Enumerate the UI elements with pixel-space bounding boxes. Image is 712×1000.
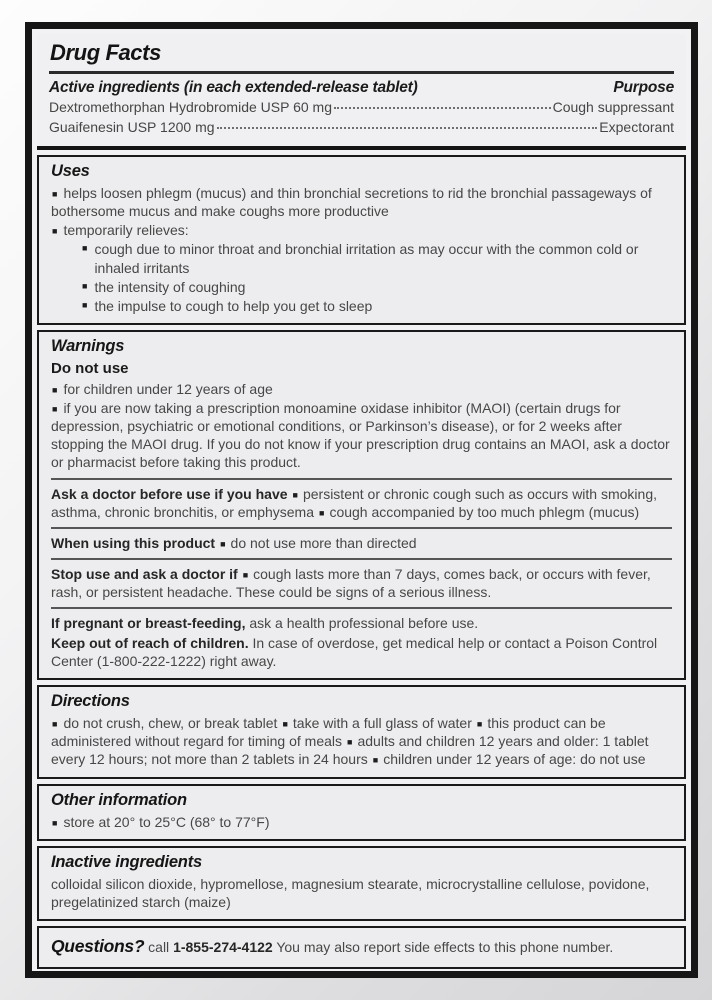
ingredient-purpose: Cough suppressant xyxy=(552,99,674,115)
directions-heading: Directions xyxy=(51,692,130,710)
other-information-body xyxy=(51,813,672,831)
text-run: this product can be administered without regard for timing of meals xyxy=(51,715,606,750)
bullet-square-icon: ■ xyxy=(282,719,288,729)
text-run: the impulse to cough to help you get to sleep xyxy=(94,297,373,314)
paragraph xyxy=(51,534,672,552)
active-ingredient-row xyxy=(49,98,674,118)
section-warnings xyxy=(37,330,686,680)
ingredient-name: Guaifenesin USP 1200 mg xyxy=(49,118,215,135)
dotted-leader xyxy=(334,107,551,109)
text-run: children under 12 years of age: do not use xyxy=(383,751,646,768)
bullet-text xyxy=(94,278,672,296)
paragraph xyxy=(51,485,672,521)
paragraph xyxy=(51,614,672,632)
ingredient-purpose: Expectorant xyxy=(599,118,674,135)
text-run: When using this product xyxy=(51,534,216,551)
text-run: cough due to minor throat and bronchial irritation as may occur with the common cold or inhaled irritants xyxy=(94,241,639,276)
bullet-square-icon: ■ xyxy=(52,384,58,395)
text-run: adults and children 12 years and older: 1 tablet every 12 hours; not more than 2 tablets in 24 hours xyxy=(51,733,649,768)
bullet-item xyxy=(82,297,672,315)
bullet-square-icon: ■ xyxy=(220,538,226,549)
paragraph xyxy=(51,380,672,398)
warnings-body xyxy=(51,359,672,670)
bullet-square-icon: ■ xyxy=(82,243,88,254)
bullet-square-icon: ■ xyxy=(82,299,88,310)
text-run: Questions? xyxy=(51,936,145,957)
bullet-text xyxy=(94,297,672,315)
purpose-heading: Purpose xyxy=(613,79,674,96)
section-title-and-actives xyxy=(37,34,686,150)
bullet-text xyxy=(94,240,672,276)
text-run: ask a health professional before use. xyxy=(245,615,479,632)
uses-body xyxy=(51,184,672,315)
bullet-square-icon: ■ xyxy=(319,507,325,518)
uses-heading: Uses xyxy=(51,161,90,180)
text-run: Do not use xyxy=(51,360,129,378)
paragraph xyxy=(51,634,672,670)
section-other-information xyxy=(37,784,686,841)
text-run: call xyxy=(144,939,174,956)
sub-divider xyxy=(51,558,672,560)
questions-body xyxy=(51,935,613,958)
bullet-square-icon: ■ xyxy=(347,737,353,748)
active-ingredients-header xyxy=(49,79,674,97)
text-run: persistent or chronic cough such as occurs with smoking, asthma, chronic bronchitis, or emphysema xyxy=(51,485,657,520)
active-ingredients-heading: Active ingredients (in each extended-release tablet) xyxy=(49,79,418,96)
bullet-square-icon: ■ xyxy=(372,755,379,766)
bullet-square-icon: ■ xyxy=(292,489,298,500)
paragraph xyxy=(51,875,672,911)
inactive-ingredients-heading: Inactive ingredients xyxy=(51,852,202,871)
inactive-ingredients-body xyxy=(51,875,672,911)
paragraph xyxy=(51,813,672,831)
text-run: for children under 12 years of age xyxy=(63,380,273,397)
active-ingredient-row xyxy=(49,118,674,138)
paragraph xyxy=(51,221,672,239)
section-directions xyxy=(37,685,686,779)
sub-divider xyxy=(51,607,672,609)
text-run: Keep out of reach of children. xyxy=(51,634,249,651)
text-run: store at 20° to 25°C (68° to 77°F) xyxy=(63,813,270,830)
bullet-square-icon: ■ xyxy=(52,817,58,828)
text-run: Stop use and ask a doctor if xyxy=(51,566,238,583)
bullet-square-icon: ■ xyxy=(82,280,88,291)
title-divider xyxy=(49,71,674,74)
other-information-heading: Other information xyxy=(51,790,187,809)
bullet-item xyxy=(82,240,672,276)
bullet-square-icon: ■ xyxy=(52,403,58,414)
text-run: In case of overdose, get medical help or contact a Poison Control Center (1-800-222-1222) right away. xyxy=(51,634,658,669)
bullet-square-icon: ■ xyxy=(52,188,58,199)
text-run: if you are now taking a prescription monoamine oxidase inhibitor (MAOI) (certain drugs for depression, psychiatric or emotional conditions, or Parkinson’s disease), or for 2 weeks after stopping the MAOI drug. If you do not know if your prescription drug contains an MAOI, ask a doctor or pharmacist before taking this product. xyxy=(51,399,670,471)
dotted-leader xyxy=(217,127,598,129)
paragraph xyxy=(51,714,672,769)
sub-divider xyxy=(51,527,672,529)
text-run: Ask a doctor before use if you have xyxy=(51,485,288,502)
text-run: cough accompanied by too much phlegm (mucus) xyxy=(329,503,640,520)
paragraph xyxy=(51,399,672,472)
bullet-square-icon: ■ xyxy=(52,226,58,237)
bullet-square-icon: ■ xyxy=(242,570,249,581)
directions-body xyxy=(51,714,672,769)
text-run: do not crush, chew, or break tablet xyxy=(63,715,278,731)
text-run: colloidal silicon dioxide, hypromellose, magnesium stearate, microcrystalline cellulose, povidone, pregelatinized starch (maize) xyxy=(51,875,650,910)
paragraph xyxy=(51,184,672,220)
sub-divider xyxy=(51,478,672,480)
warnings-heading: Warnings xyxy=(51,337,125,356)
paragraph xyxy=(51,359,672,379)
drug-facts-title: Drug Facts xyxy=(50,40,161,65)
text-run: If pregnant or breast-feeding, xyxy=(51,615,246,632)
section-questions xyxy=(37,926,686,969)
text-run: the intensity of coughing xyxy=(94,278,246,295)
text-run: temporarily relieves: xyxy=(63,222,189,239)
active-ingredient-rows xyxy=(49,98,674,138)
drug-facts-panel xyxy=(25,22,698,978)
bullet-square-icon: ■ xyxy=(52,719,58,729)
text-run: 1-855-274-4122 xyxy=(173,939,273,956)
text-run: cough lasts more than 7 days, comes back, or occurs with fever, rash, or persistent headache. These could be signs of a serious illness. xyxy=(51,566,651,601)
text-run: You may also report side effects to this phone number. xyxy=(272,939,614,956)
bullet-item xyxy=(82,278,672,296)
bullet-square-icon: ■ xyxy=(476,719,483,729)
paragraph xyxy=(51,565,672,601)
section-inactive-ingredients xyxy=(37,846,686,921)
text-run: do not use more than directed xyxy=(230,534,417,551)
ingredient-name: Dextromethorphan Hydrobromide USP 60 mg xyxy=(49,99,332,115)
section-uses xyxy=(37,155,686,325)
text-run: take with a full glass of water xyxy=(292,715,472,731)
text-run: helps loosen phlegm (mucus) and thin bronchial secretions to rid the bronchial passageways of bothersome mucus and make coughs more productive xyxy=(51,184,652,219)
paragraph xyxy=(51,935,613,958)
